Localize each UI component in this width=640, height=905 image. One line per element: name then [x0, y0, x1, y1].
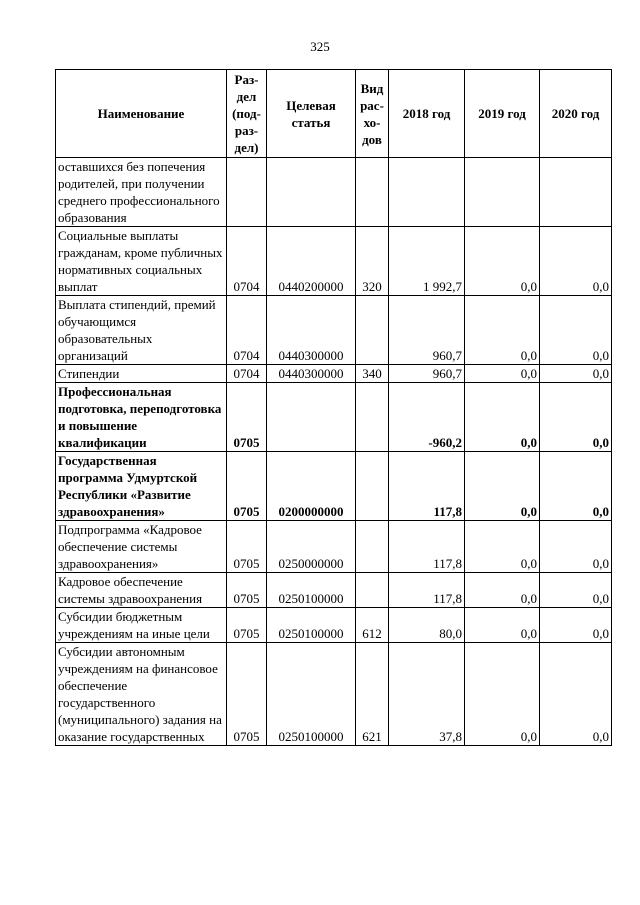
cell-name: Выплата стипендий, премий обучающимся образовательных организаций [56, 296, 227, 365]
cell-expense [356, 296, 389, 365]
cell-name: оставшихся без попечения родителей, при получении среднего профессионального образования [56, 158, 227, 227]
cell-target: 0440200000 [267, 227, 356, 296]
cell-target [267, 383, 356, 452]
cell-expense [356, 452, 389, 521]
cell-name: Субсидии автономным учреждениям на финансовое обеспечение государственного (муниципального) задания на оказание государственных [56, 643, 227, 746]
cell-2019: 0,0 [465, 227, 540, 296]
cell-expense [356, 521, 389, 573]
cell-name: Подпрограмма «Кадровое обеспечение системы здравоохранения» [56, 521, 227, 573]
cell-section: 0705 [227, 608, 267, 643]
cell-target: 0440300000 [267, 365, 356, 383]
col-header-target: Целевая статья [267, 70, 356, 158]
cell-2019 [465, 158, 540, 227]
cell-section: 0704 [227, 227, 267, 296]
cell-2019: 0,0 [465, 365, 540, 383]
table-row [56, 608, 612, 643]
cell-2018: -960,2 [389, 383, 465, 452]
col-header-name: Наименование [56, 70, 227, 158]
cell-name: Субсидии бюджетным учреждениям на иные цели [56, 608, 227, 643]
table-row [56, 643, 612, 746]
cell-2020: 0,0 [540, 452, 612, 521]
table-row [56, 452, 612, 521]
cell-target: 0250000000 [267, 521, 356, 573]
table-row [56, 365, 612, 383]
col-header-section: Раз- дел (под- раз- дел) [227, 70, 267, 158]
page-number: 325 [310, 39, 330, 54]
cell-section: 0705 [227, 383, 267, 452]
cell-2019: 0,0 [465, 643, 540, 746]
cell-target [267, 158, 356, 227]
cell-target: 0250100000 [267, 643, 356, 746]
cell-expense [356, 573, 389, 608]
cell-2019: 0,0 [465, 573, 540, 608]
cell-name: Профессиональная подготовка, переподготовка и повышение квалификации [56, 383, 227, 452]
cell-name: Государственная программа Удмуртской Республики «Развитие здравоохранения» [56, 452, 227, 521]
cell-2018: 1 992,7 [389, 227, 465, 296]
col-header-2020: 2020 год [540, 70, 612, 158]
cell-2019: 0,0 [465, 452, 540, 521]
col-header-2018: 2018 год [389, 70, 465, 158]
cell-expense [356, 158, 389, 227]
table-row [56, 296, 612, 365]
cell-name: Стипендии [56, 365, 227, 383]
cell-2018 [389, 158, 465, 227]
cell-expense: 612 [356, 608, 389, 643]
cell-2019: 0,0 [465, 608, 540, 643]
cell-2018: 960,7 [389, 365, 465, 383]
cell-section: 0704 [227, 296, 267, 365]
cell-name: Кадровое обеспечение системы здравоохранения [56, 573, 227, 608]
cell-2020 [540, 158, 612, 227]
cell-section: 0705 [227, 521, 267, 573]
cell-section: 0704 [227, 365, 267, 383]
cell-2020: 0,0 [540, 573, 612, 608]
table-row [56, 521, 612, 573]
cell-2018: 37,8 [389, 643, 465, 746]
budget-table [55, 69, 612, 746]
cell-2019: 0,0 [465, 383, 540, 452]
cell-target: 0250100000 [267, 573, 356, 608]
cell-2019: 0,0 [465, 296, 540, 365]
cell-2018: 117,8 [389, 452, 465, 521]
table-row [56, 383, 612, 452]
cell-expense: 320 [356, 227, 389, 296]
cell-2020: 0,0 [540, 365, 612, 383]
table-body [56, 158, 612, 746]
cell-2020: 0,0 [540, 608, 612, 643]
cell-2019: 0,0 [465, 521, 540, 573]
cell-2018: 960,7 [389, 296, 465, 365]
cell-expense [356, 383, 389, 452]
col-header-expense: Вид рас- хо- дов [356, 70, 389, 158]
cell-2020: 0,0 [540, 296, 612, 365]
cell-2018: 80,0 [389, 608, 465, 643]
cell-name: Социальные выплаты гражданам, кроме публичных нормативных социальных выплат [56, 227, 227, 296]
cell-2020: 0,0 [540, 383, 612, 452]
cell-section [227, 158, 267, 227]
table-header-row [56, 70, 612, 158]
cell-target: 0250100000 [267, 608, 356, 643]
cell-2018: 117,8 [389, 521, 465, 573]
cell-expense: 621 [356, 643, 389, 746]
col-header-2019: 2019 год [465, 70, 540, 158]
table-row [56, 573, 612, 608]
table-row [56, 158, 612, 227]
cell-2020: 0,0 [540, 643, 612, 746]
cell-2020: 0,0 [540, 521, 612, 573]
cell-target: 0440300000 [267, 296, 356, 365]
cell-target: 0200000000 [267, 452, 356, 521]
cell-2018: 117,8 [389, 573, 465, 608]
cell-section: 0705 [227, 452, 267, 521]
cell-section: 0705 [227, 573, 267, 608]
table-row [56, 227, 612, 296]
cell-section: 0705 [227, 643, 267, 746]
cell-2020: 0,0 [540, 227, 612, 296]
cell-expense: 340 [356, 365, 389, 383]
